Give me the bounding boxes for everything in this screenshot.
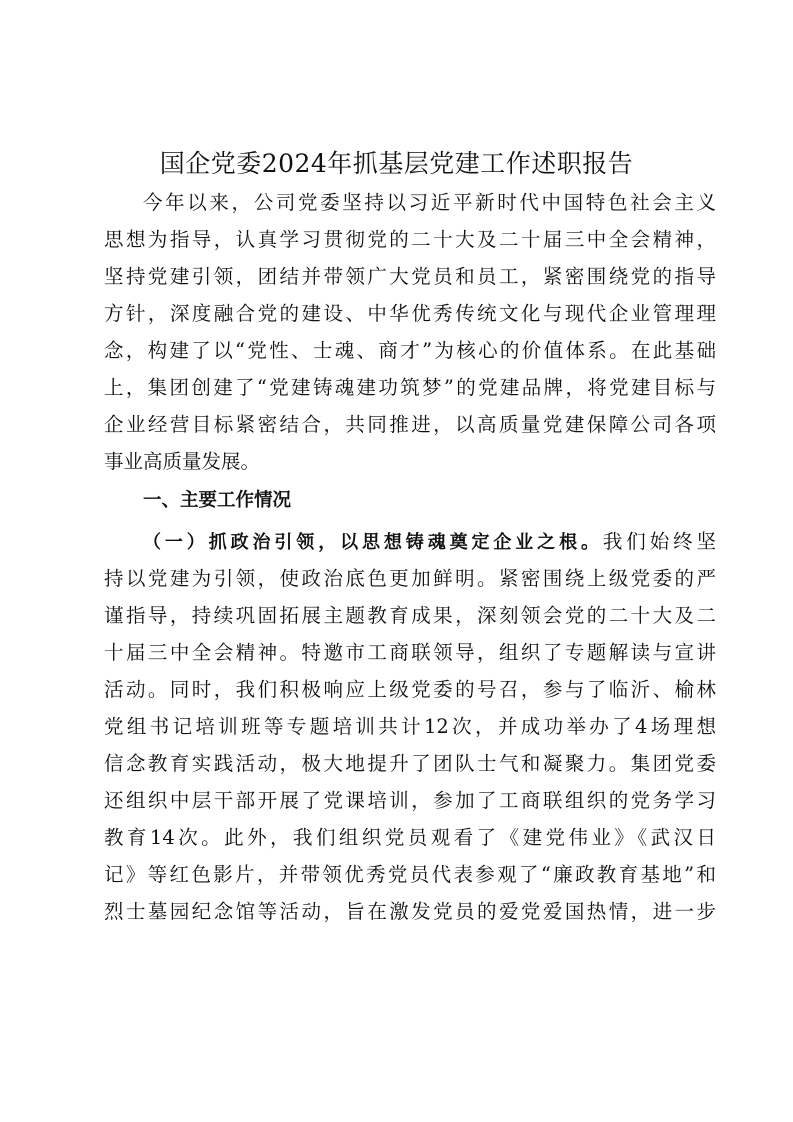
subsection-first-line — [104, 523, 716, 560]
subsection-paragraph — [104, 523, 716, 930]
intro-line: 上，集团创建了“党建铸魂建功筑梦”的党建品牌，将党建目标与 — [104, 376, 716, 399]
subsection-line: 信念教育实践活动，极大地提升了团队士气和凝聚力。集团党委 — [104, 752, 716, 775]
document-body — [104, 184, 716, 930]
subsection-first-line-text: 我们始终坚 — [602, 530, 716, 553]
subsection-line: 谨指导，持续巩固拓展主题教育成果，深刻领会党的二十大及二 — [104, 604, 716, 627]
intro-line: 念，构建了以“党性、士魂、商才”为核心的价值体系。在此基础 — [104, 339, 716, 362]
subsection-line: 还组织中层干部开展了党课培训，参加了工商联组织的党务学习 — [104, 789, 716, 812]
intro-line: 方针，深度融合党的建设、中华优秀传统文化与现代企业管理理 — [104, 302, 716, 325]
document-title: 国企党委2024年抓基层党建工作述职报告 — [159, 149, 634, 178]
intro-line: 今年以来，公司党委坚持以习近平新时代中国特色社会主义 — [143, 191, 716, 214]
section-heading: 一、主要工作情况 — [143, 490, 292, 511]
subsection-line: 烈士墓园纪念馆等活动，旨在激发党员的爱党爱国热情，进一步 — [104, 900, 716, 923]
subsection-line: 教育14次。此外，我们组织党员观看了《建党伟业》《武汉日 — [104, 826, 716, 849]
subsection-line: 活动。同时，我们积极响应上级党委的号召，参与了临沂、榆林 — [104, 678, 716, 701]
subsection-line: 记》等红色影片，并带领优秀党员代表参观了“廉政教育基地”和 — [104, 863, 716, 886]
subsection-line: 十届三中全会精神。特邀市工商联领导，组织了专题解读与宣讲 — [104, 641, 716, 664]
subsection-line: 党组书记培训班等专题培训共计12次，并成功举办了4场理想 — [104, 715, 716, 738]
intro-line: 企业经营目标紧密结合，共同推进，以高质量党建保障公司各项 — [104, 413, 716, 436]
intro-paragraph — [104, 184, 716, 480]
intro-line: 思想为指导，认真学习贯彻党的二十大及二十届三中全会精神， — [104, 228, 716, 251]
subsection-heading: （一）抓政治引领，以思想铸魂奠定企业之根。 — [143, 532, 603, 553]
intro-line: 事业高质量发展。 — [104, 450, 261, 473]
intro-line: 坚持党建引领，团结并带领广大党员和员工，紧密围绕党的指导 — [104, 265, 716, 288]
subsection-line: 持以党建为引领，使政治底色更加鲜明。紧密围绕上级党委的严 — [104, 567, 716, 590]
